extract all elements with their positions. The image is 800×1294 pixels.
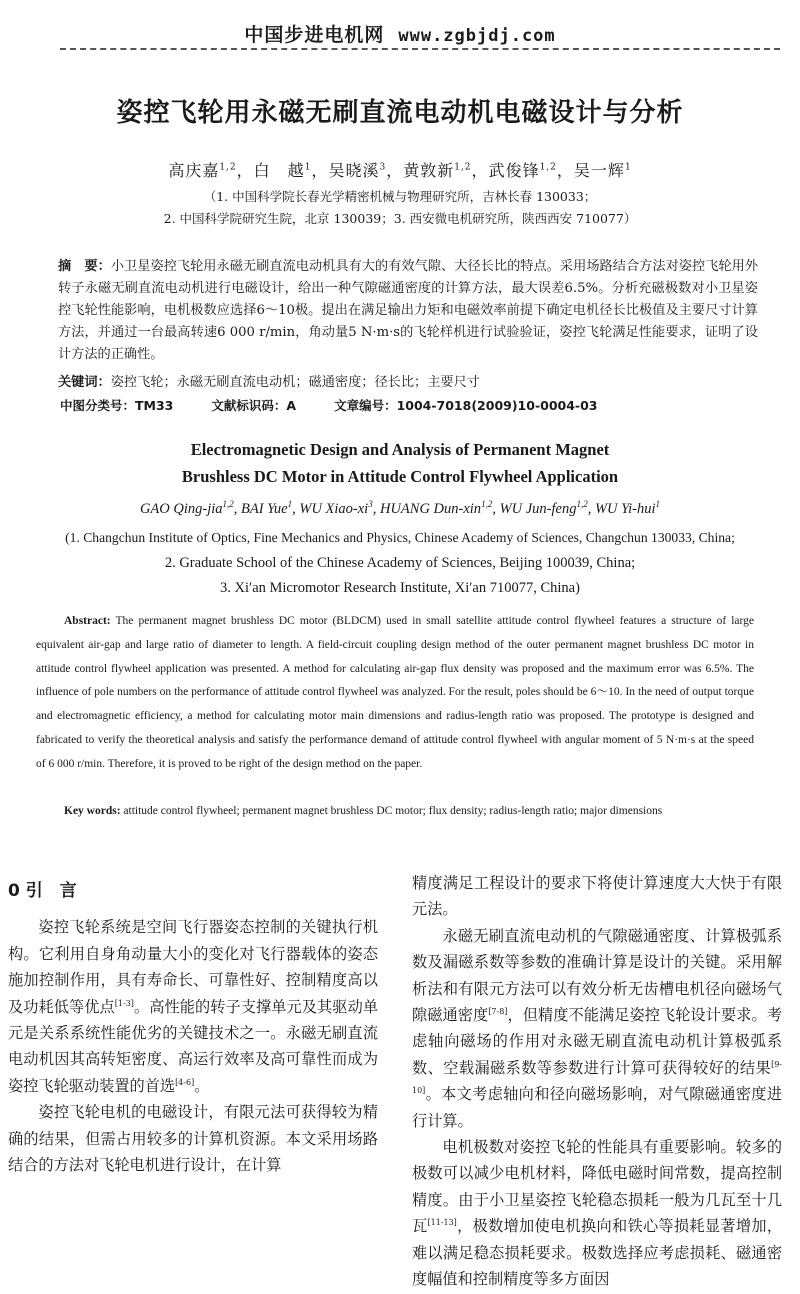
paper-title-cn: 姿控飞轮用永磁无刷直流电动机电磁设计与分析 (116, 98, 684, 128)
paper-title-en-line-1: Electromagnetic Design and Analysis of Permanent Magnet (190, 440, 610, 459)
article-number: 文章编号：1004-7018(2009)10-0004-03 (334, 398, 598, 413)
citation: [4-6] (175, 1077, 195, 1087)
citation: [7-8] (488, 1006, 508, 1016)
author-cn: 吴一辉 (573, 161, 625, 180)
abstract-label-en: Abstract: (64, 615, 111, 627)
keywords-en (36, 800, 754, 823)
citation: [1-3] (114, 998, 134, 1008)
paragraph: 永磁无刷直流电动机的气隙磁通密度、计算极弧系数及漏磁系数等参数的准确计算是设计的关键。采用解析法和有限元方法可以有效分析无齿槽电机径向磁场气隙磁通密度[7-8]，但精度不能满足姿控飞轮设计要求。考虑轴向磁场的作用对永磁无刷直流电动机计算极弧系数、空载漏磁系数等参数进行计算可获得较好的结果[9-10]。本文考虑轴向和径向磁场影响，对气隙磁通密度进行计算。 (412, 926, 783, 1130)
running-header (0, 20, 800, 47)
abstract-label-cn: 摘 要： (58, 259, 111, 274)
abstract-cn (58, 256, 758, 366)
paragraph: 姿控飞轮电机的电磁设计，有限元法可获得较为精确的结果，但需占用较多的计算机资源。本文采用场路结合的方法对飞轮电机进行设计，在计算 (8, 1103, 378, 1175)
author-cn: 高庆嘉 (168, 161, 220, 180)
right-column (412, 870, 782, 1293)
affiliation-cn-2: 2. 中国科学院研究生院，北京 130039；3. 西安微电机研究所，陕西西安 710077） (163, 211, 637, 226)
document-code: 文献标识码：A (211, 398, 297, 413)
author-en: HUANG Dun-xin (379, 501, 482, 517)
keywords-label-cn: 关键词： (58, 375, 111, 390)
clc-number: 中图分类号：TM33 (60, 398, 174, 413)
keywords-label-en: Key words: (64, 805, 121, 817)
header-divider (60, 48, 780, 50)
author-en: WU Yi-hui (594, 501, 656, 517)
affiliation-en-3: 3. Xi′an Micromotor Research Institute, Xi′an 710077, China) (220, 580, 580, 596)
paragraph: 姿控飞轮系统是空间飞行器姿态控制的关键执行机构。它利用自身角动量大小的变化对飞行器载体的姿态施加控制作用，具有寿命长、可靠性好、控制精度高以及功耗低等优点[1-3]。高性能的转子支撑单元及其驱动单元是关系系统性能优劣的关键技术之一。永磁无刷直流电动机因其高转矩密度、高运行效率及高可靠性而成为姿控飞轮驱动装置的首选[4-6]。 (8, 918, 379, 1095)
abstract-en (36, 610, 754, 777)
affiliation-cn-1: （1. 中国科学院长春光学精密机械与物理研究所，吉林长春 130033； (203, 189, 597, 204)
author-cn: 白 越 (253, 161, 305, 180)
section-heading-introduction: 0 引 言 (8, 881, 77, 901)
author-cn: 吴晓溪 (328, 161, 380, 180)
journal-website: www.zgbjdj.com (398, 26, 556, 46)
keywords-cn (58, 372, 758, 394)
author-list-cn: 高庆嘉$^{1,2}$，白 越$^1$，吴晓溪$^3$，黄敦新$^{1,2}$，武俊锋$^{1,2}$，吴一辉$^1$ (168, 161, 632, 180)
classification-line (60, 396, 760, 414)
author-cn: 黄敦新 (403, 161, 455, 180)
paragraph-continued: 精度满足工程设计的要求下将使计算速度大大快于有限元法。 (412, 874, 782, 919)
left-column (8, 870, 378, 1178)
author-en: BAI Yue (241, 501, 288, 517)
citation: [9-10] (412, 1059, 782, 1096)
paragraph: 电机极数对姿控飞轮的性能具有重要影响。较多的极数可以减少电机材料，降低电磁时间常数，提高控制精度。由于小卫星姿控飞轮稳态损耗一般为几瓦至十几瓦[11-13]，极数增加使电机换向和铁心等损耗显著增加，难以满足稳态损耗要求。极数选择应考虑损耗、磁通密度幅值和控制精度等多方面因 (412, 1138, 783, 1289)
author-en: WU Xiao-xi (299, 501, 369, 517)
author-en: WU Jun-feng (499, 501, 577, 517)
abstract-text-cn: 小卫星姿控飞轮用永磁无刷直流电动机具有大的有效气隙、大径长比的特点。采用场路结合方法对姿控飞轮用外转子永磁无刷直流电动机进行电磁设计，给出一种气隙磁通密度的计算方法，最大误差6.5%。分析充磁极数对小卫星姿控飞轮性能影响，电机极数应选择6～10极。提出在满足输出力矩和电磁效率前提下确定电机径长比极值及主要尺寸计算方法，并通过一台最高转速6 000 r/min，角动量5 N·m·s的飞轮样机进行试验验证，姿控飞轮满足性能要求，证明了设计方法的正确性。 (58, 259, 759, 362)
citation: [11-13] (427, 1218, 457, 1228)
keywords-text-cn: 姿控飞轮；永磁无刷直流电动机；磁通密度；径长比；主要尺寸 (110, 375, 480, 390)
author-cn: 武俊锋 (488, 161, 540, 180)
affiliation-en-1: (1. Changchun Institute of Optics, Fine Mechanics and Physics, Chinese Academy of Sciences, Changchun 130033, China; (65, 530, 735, 545)
paper-title-en-line-2: Brushless DC Motor in Attitude Control Flywheel Application (181, 467, 619, 486)
author-list-en: GAO Qing-jia$^{1,2}$, BAI Yue$^1$, WU Xiao-$xi^3$, HUANG Dun-xin$^{1,2}$, WU Jun-feng$^{1,2}$, WU Yi-hui$^1$ (139, 499, 661, 517)
author-en: GAO Qing-jia (139, 501, 223, 517)
keywords-text-en: attitude control flywheel; permanent magnet brushless DC motor; flux density; radius-length ratio; major dimensions (123, 805, 663, 817)
journal-name: 中国步进电机网 (244, 24, 385, 46)
affiliation-en-2: 2. Graduate School of the Chinese Academy of Sciences, Beijing 100039, China; (164, 555, 636, 571)
abstract-text-en: The permanent magnet brushless DC motor (BLDCM) used in small satellite attitude control flywheel features a structure of large equivalent air-gap and large ratio of diameter to length. A field-circuit coupling design method of the outer permanent magnet brushless DC motor in attitude control flywheel application was presented. A method for calculating air-gap flux density was proposed and the maximum error was 6.5%. The influence of pole numbers on the performance of attitude control flywheel was analyzed. For the result, poles should be 6～10. In the need of output torque and electromagnetic efficiency, a method for calculating motor main dimensions and radius-length ratio was proposed. The prototype is designed and fabricated to verify the theoretical analysis and satisfy the performance demand of attitude control flywheel with angular moment of 5 N·m·s at the speed of 6 000 r/min. Therefore, it is proved to be right of the design method on the paper. (36, 615, 754, 770)
